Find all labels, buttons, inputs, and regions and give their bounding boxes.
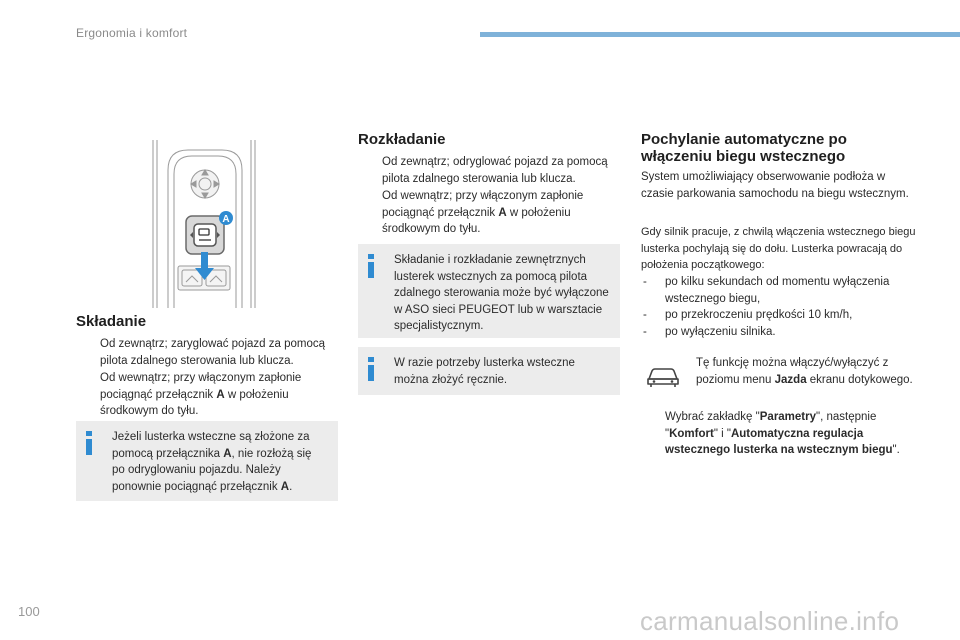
mirror-selector-icon (186, 216, 224, 254)
info-text: Składanie i rozkładanie zewnętrznych lusterek wstecznych za pomocą pilota zdalnego sterowania może być wyłączone w ASO sieci PEUGEOT lub w warsztacie specjalistycznym. (394, 254, 609, 332)
section-heading-rozkladanie: Rozkładanie (358, 131, 446, 148)
section-heading-skladanie: Składanie (76, 313, 147, 330)
header-title: Ergonomia i komfort (76, 26, 188, 40)
bullet-list-rozkladanie (358, 154, 622, 239)
mirror-control-illustration (150, 132, 258, 308)
list-item: Wybrać zakładkę "Parametry", następnie "Komfort" i "Automatyczna regulacja wstecznego lusterka na wstecznym biegu". (665, 411, 900, 456)
watermark: carmanualsonline.info (640, 606, 900, 636)
info-box-rozkladanie-2 (358, 347, 620, 395)
info-icon (368, 254, 374, 278)
bullet-list-pochylanie (641, 409, 911, 460)
header-accent-bar (480, 32, 960, 37)
joystick-icon (191, 170, 219, 198)
info-icon (368, 357, 374, 381)
list-item: Od zewnątrz; zaryglować pojazd za pomocą pilota zdalnego sterowania lub klucza. (100, 338, 325, 367)
car-icon (646, 364, 680, 388)
section-heading-pochylanie: Pochylanie automatyczne po włączeniu biegu wstecznego (641, 131, 847, 165)
paragraph-engine: Gdy silnik pracuje, z chwilą włączenia wstecznego biegu lusterka pochylają się do dołu. Lusterka powracają do położenia początkowego: (641, 226, 916, 271)
callout-label: A (222, 214, 230, 225)
list-item: - po kilku sekundach od momentu wyłączenia wstecznego biegu, (643, 276, 890, 305)
info-box-rozkladanie-1 (358, 244, 620, 338)
info-text: W razie potrzeby lusterka wsteczne można złożyć ręcznie. (394, 357, 575, 386)
list-item: - po wyłączeniu silnika. (643, 325, 776, 338)
callout-a (219, 211, 233, 225)
list-item: - po przekroczeniu prędkości 10 km/h, (643, 309, 853, 321)
list-item: Od wewnątrz; przy włączonym zapłonie pociągnąć przełącznik A w położeniu środkowym do tyłu. (382, 190, 584, 235)
bullet-list-skladanie (76, 336, 338, 421)
info-box-skladanie (76, 421, 338, 501)
paragraph-system: System umożliwiający obserwowanie podłoża w czasie parkowania samochodu na biegu wstecznym. (641, 171, 909, 200)
info-text: Jeżeli lusterka wsteczne są złożone za pomocą przełącznika A, nie rozłożą się po odryglowaniu pojazdu. Należy ponownie pociągnąć przełącznik A. (112, 431, 312, 493)
dash-list (641, 274, 911, 340)
paragraph-funkcja: Tę funkcję można włączyć/wyłączyć z poziomu menu Jazda ekranu dotykowego. (696, 357, 913, 386)
page-number: 100 (18, 604, 40, 619)
list-item: Od zewnątrz; odryglować pojazd za pomocą pilota zdalnego sterowania lub klucza. (382, 156, 608, 185)
info-icon (86, 431, 92, 455)
list-item: Od wewnątrz; przy włączonym zapłonie pociągnąć przełącznik A w położeniu środkowym do tyłu. (100, 372, 302, 417)
